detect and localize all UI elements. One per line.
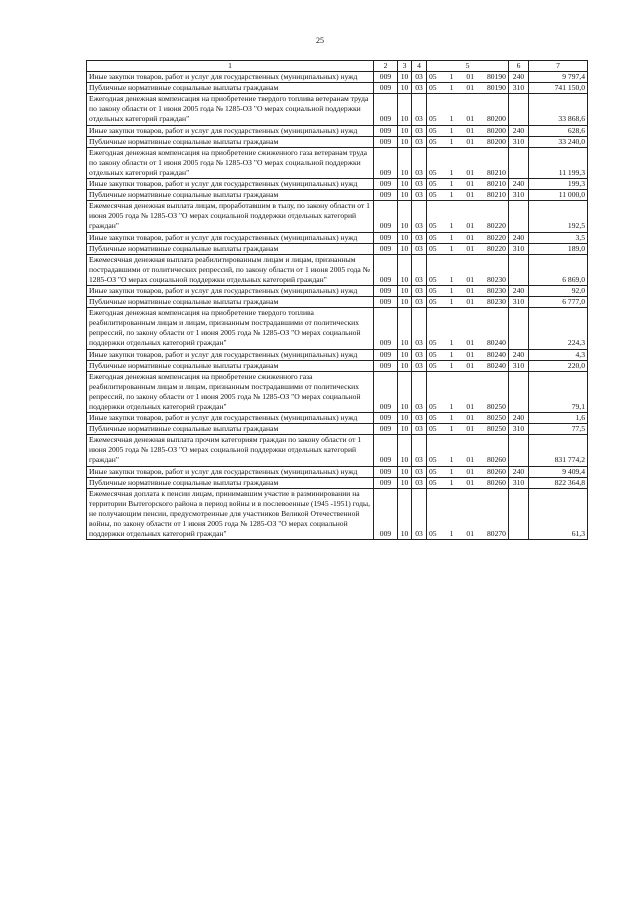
expense-type-code: 310 (509, 190, 529, 201)
table-row (87, 308, 588, 349)
section-code: 10 (398, 190, 412, 201)
target-article-code (427, 83, 509, 94)
target-article-part: 80260 (486, 466, 506, 476)
subsection-code: 03 (412, 477, 427, 488)
target-article-part: 1 (449, 413, 454, 423)
row-name: Ежегодная денежная компенсация на приобретение твердого топлива ветеранам труда по закону области от 1 июня 2005 года № 1285-ОЗ "О мерах социальной поддержки отдельных категорий граждан" (87, 94, 374, 125)
table-row (87, 488, 588, 539)
admin-code: 009 (374, 477, 398, 488)
target-article-part: 05 (429, 413, 437, 423)
target-article-part: 01 (466, 297, 474, 307)
subsection-code: 03 (412, 83, 427, 94)
target-article-part: 80260 (486, 455, 506, 465)
target-article-part: 05 (429, 402, 437, 411)
target-article-part: 1 (449, 529, 454, 539)
admin-code: 009 (374, 190, 398, 201)
row-name: Публичные нормативные социальные выплаты гражданам (87, 190, 374, 201)
amount: 822 364,8 (529, 477, 588, 488)
table-row (87, 477, 588, 488)
expense-type-code: 310 (509, 243, 529, 254)
subsection-code: 03 (412, 94, 427, 125)
column-header: 7 (529, 61, 588, 72)
target-article-part: 05 (429, 125, 437, 135)
amount: 9 409,4 (529, 466, 588, 477)
row-name: Иные закупки товаров, работ и услуг для государственных (муниципальных) нужд (87, 125, 374, 136)
subsection-code: 03 (412, 72, 427, 83)
target-article-part: 05 (429, 243, 437, 253)
row-name: Иные закупки товаров, работ и услуг для государственных (муниципальных) нужд (87, 72, 374, 83)
table-row (87, 190, 588, 201)
target-article-part: 80230 (486, 285, 506, 295)
section-code: 10 (398, 477, 412, 488)
admin-code: 009 (374, 435, 398, 466)
column-header: 1 (87, 61, 374, 72)
row-name: Иные закупки товаров, работ и услуг для государственных (муниципальных) нужд (87, 179, 374, 190)
section-code: 10 (398, 285, 412, 296)
target-article-part: 05 (429, 179, 437, 189)
admin-code: 009 (374, 413, 398, 424)
amount: 741 150,0 (529, 83, 588, 94)
target-article-part: 1 (449, 477, 454, 487)
target-article-part: 05 (429, 466, 437, 476)
target-article-code (427, 488, 509, 539)
expense-type-code: 240 (509, 413, 529, 424)
row-name: Ежемесячная доплата к пенсии лицам, принимавшим участие в разминировании на территории Вытегорского района в период войны и в послевоенные (1945 -1951) годы, не получающим пенсии, предусмотренные для участников Великой Отечественной войны, по закону области от 1 июня 2005 года № 1285-ОЗ "О мерах социальной поддержки отдельных категорий граждан" (87, 488, 374, 539)
expense-type-code: 240 (509, 232, 529, 243)
target-article-part: 01 (466, 349, 474, 359)
row-name: Публичные нормативные социальные выплаты гражданам (87, 477, 374, 488)
table-row (87, 179, 588, 190)
target-article-part: 05 (429, 72, 437, 82)
expense-type-code: 240 (509, 349, 529, 360)
table-row (87, 435, 588, 466)
target-article-part: 1 (449, 349, 454, 359)
section-code: 10 (398, 297, 412, 308)
target-article-part: 05 (429, 232, 437, 242)
expense-type-code (509, 201, 529, 232)
target-article-code (427, 243, 509, 254)
section-code: 10 (398, 83, 412, 94)
row-name: Ежегодная денежная компенсация на приобретение сжиженного газа ветеранам труда по закону области от 1 июня 2005 года № 1285-ОЗ "О мерах социальной поддержки отдельных категорий граждан" (87, 147, 374, 178)
row-name: Публичные нормативные социальные выплаты гражданам (87, 424, 374, 435)
target-article-part: 1 (449, 285, 454, 295)
target-article-part: 1 (449, 114, 454, 124)
target-article-part: 1 (449, 274, 454, 284)
target-article-part: 1 (449, 221, 454, 231)
expense-type-code: 310 (509, 297, 529, 308)
subsection-code: 03 (412, 435, 427, 466)
target-article-code (427, 72, 509, 83)
section-code: 10 (398, 72, 412, 83)
table-row (87, 424, 588, 435)
target-article-part: 1 (449, 167, 454, 177)
admin-code: 009 (374, 179, 398, 190)
expense-type-code: 310 (509, 136, 529, 147)
target-article-code (427, 424, 509, 435)
amount: 189,0 (529, 243, 588, 254)
subsection-code: 03 (412, 371, 427, 412)
row-name: Публичные нормативные социальные выплаты гражданам (87, 360, 374, 371)
table-row (87, 243, 588, 254)
target-article-part: 80220 (486, 232, 506, 242)
admin-code: 009 (374, 125, 398, 136)
target-article-part: 01 (466, 125, 474, 135)
amount: 831 774,2 (529, 435, 588, 466)
target-article-code (427, 190, 509, 201)
target-article-code (427, 125, 509, 136)
target-article-part: 1 (449, 455, 454, 465)
table-row (87, 94, 588, 125)
row-name: Ежегодная денежная компенсация на приобретение сжиженного газа реабилитированным лицам и лицам, признанным пострадавшими от политических репрессий, по закону области от 1 июня 2005 года № 1285-ОЗ "О мерах социальной поддержки отдельных категорий граждан" (87, 371, 374, 412)
amount: 3,5 (529, 232, 588, 243)
target-article-code (427, 94, 509, 125)
target-article-part: 05 (429, 190, 437, 200)
amount: 77,5 (529, 424, 588, 435)
row-name: Иные закупки товаров, работ и услуг для государственных (муниципальных) нужд (87, 232, 374, 243)
expense-type-code: 310 (509, 477, 529, 488)
expense-type-code (509, 488, 529, 539)
column-header: 4 (412, 61, 427, 72)
target-article-code (427, 179, 509, 190)
admin-code: 009 (374, 201, 398, 232)
expense-type-code: 310 (509, 424, 529, 435)
admin-code: 009 (374, 424, 398, 435)
section-code: 10 (398, 254, 412, 285)
row-name: Публичные нормативные социальные выплаты гражданам (87, 83, 374, 94)
table-row (87, 232, 588, 243)
subsection-code: 03 (412, 179, 427, 190)
target-article-part: 01 (466, 402, 474, 411)
amount: 92,0 (529, 285, 588, 296)
row-name: Иные закупки товаров, работ и услуг для государственных (муниципальных) нужд (87, 466, 374, 477)
column-header: 6 (509, 61, 529, 72)
expense-type-code (509, 94, 529, 125)
admin-code: 009 (374, 488, 398, 539)
subsection-code: 03 (412, 308, 427, 349)
target-article-part: 05 (429, 114, 437, 124)
target-article-part: 80250 (486, 402, 506, 411)
target-article-part: 05 (429, 360, 437, 370)
section-code: 10 (398, 136, 412, 147)
target-article-part: 01 (466, 529, 474, 539)
subsection-code: 03 (412, 349, 427, 360)
target-article-part: 01 (466, 190, 474, 200)
amount: 4,3 (529, 349, 588, 360)
target-article-part: 80190 (486, 72, 506, 82)
subsection-code: 03 (412, 488, 427, 539)
column-header: 3 (398, 61, 412, 72)
target-article-part: 1 (449, 360, 454, 370)
subsection-code: 03 (412, 201, 427, 232)
target-article-part: 05 (429, 274, 437, 284)
row-name: Ежемесячная денежная выплата прочим категориям граждан по закону области от 1 июня 2005 года № 1285-ОЗ "О мерах социальной поддержки отдельных категорий граждан" (87, 435, 374, 466)
target-article-code (427, 466, 509, 477)
expense-type-code: 240 (509, 72, 529, 83)
admin-code: 009 (374, 297, 398, 308)
admin-code: 009 (374, 136, 398, 147)
target-article-code (427, 435, 509, 466)
target-article-part: 80240 (486, 360, 506, 370)
admin-code: 009 (374, 349, 398, 360)
target-article-code (427, 371, 509, 412)
target-article-part: 05 (429, 349, 437, 359)
target-article-part: 01 (466, 424, 474, 434)
subsection-code: 03 (412, 136, 427, 147)
admin-code: 009 (374, 83, 398, 94)
target-article-part: 01 (466, 274, 474, 284)
section-code: 10 (398, 179, 412, 190)
target-article-code (427, 254, 509, 285)
amount: 6 777,0 (529, 297, 588, 308)
target-article-part: 80200 (486, 114, 506, 124)
section-code: 10 (398, 243, 412, 254)
target-article-part: 1 (449, 125, 454, 135)
target-article-part: 05 (429, 455, 437, 465)
header-row (87, 61, 588, 72)
target-article-part: 01 (466, 455, 474, 465)
amount: 9 797,4 (529, 72, 588, 83)
admin-code: 009 (374, 371, 398, 412)
table-row (87, 83, 588, 94)
target-article-part: 1 (449, 232, 454, 242)
target-article-part: 80200 (486, 125, 506, 135)
expense-type-code (509, 254, 529, 285)
admin-code: 009 (374, 147, 398, 178)
section-code: 10 (398, 488, 412, 539)
expense-type-code: 310 (509, 360, 529, 371)
target-article-part: 80250 (486, 424, 506, 434)
target-article-part: 1 (449, 243, 454, 253)
table-row (87, 125, 588, 136)
subsection-code: 03 (412, 190, 427, 201)
target-article-part: 01 (466, 232, 474, 242)
table-row (87, 349, 588, 360)
expense-type-code (509, 371, 529, 412)
amount: 79,1 (529, 371, 588, 412)
section-code: 10 (398, 466, 412, 477)
row-name: Иные закупки товаров, работ и услуг для государственных (муниципальных) нужд (87, 413, 374, 424)
target-article-part: 1 (449, 72, 454, 82)
table-row (87, 360, 588, 371)
section-code: 10 (398, 125, 412, 136)
section-code: 10 (398, 371, 412, 412)
subsection-code: 03 (412, 297, 427, 308)
target-article-part: 01 (466, 221, 474, 231)
section-code: 10 (398, 308, 412, 349)
table-row (87, 254, 588, 285)
target-article-part: 80190 (486, 83, 506, 93)
row-name: Иные закупки товаров, работ и услуг для государственных (муниципальных) нужд (87, 349, 374, 360)
amount: 6 869,0 (529, 254, 588, 285)
target-article-part: 01 (466, 72, 474, 82)
table-row (87, 285, 588, 296)
table-row (87, 136, 588, 147)
expense-type-code (509, 147, 529, 178)
admin-code: 009 (374, 466, 398, 477)
amount: 11 000,0 (529, 190, 588, 201)
target-article-part: 05 (429, 221, 437, 231)
target-article-part: 01 (466, 136, 474, 146)
section-code: 10 (398, 413, 412, 424)
target-article-part: 01 (466, 114, 474, 124)
subsection-code: 03 (412, 413, 427, 424)
amount: 199,3 (529, 179, 588, 190)
subsection-code: 03 (412, 125, 427, 136)
page-number: 25 (316, 36, 324, 45)
amount: 220,0 (529, 360, 588, 371)
target-article-part: 01 (466, 167, 474, 177)
target-article-part: 80240 (486, 338, 506, 348)
target-article-code (427, 285, 509, 296)
subsection-code: 03 (412, 147, 427, 178)
target-article-part: 1 (449, 402, 454, 411)
table-row (87, 297, 588, 308)
target-article-part: 01 (466, 285, 474, 295)
target-article-part: 1 (449, 136, 454, 146)
row-name: Публичные нормативные социальные выплаты гражданам (87, 136, 374, 147)
target-article-part: 80240 (486, 349, 506, 359)
target-article-part: 80200 (486, 136, 506, 146)
target-article-code (427, 232, 509, 243)
target-article-part: 01 (466, 338, 474, 348)
target-article-part: 05 (429, 83, 437, 93)
expense-type-code: 310 (509, 83, 529, 94)
table-row (87, 466, 588, 477)
target-article-part: 80220 (486, 243, 506, 253)
section-code: 10 (398, 147, 412, 178)
subsection-code: 03 (412, 243, 427, 254)
amount: 1,6 (529, 413, 588, 424)
target-article-part: 1 (449, 297, 454, 307)
target-article-part: 05 (429, 167, 437, 177)
target-article-part: 80210 (486, 190, 506, 200)
admin-code: 009 (374, 360, 398, 371)
section-code: 10 (398, 232, 412, 243)
target-article-code (427, 297, 509, 308)
target-article-code (427, 360, 509, 371)
subsection-code: 03 (412, 254, 427, 285)
target-article-code (427, 413, 509, 424)
target-article-part: 01 (466, 243, 474, 253)
amount: 61,3 (529, 488, 588, 539)
target-article-part: 80230 (486, 274, 506, 284)
table-row (87, 147, 588, 178)
target-article-part: 1 (449, 424, 454, 434)
subsection-code: 03 (412, 285, 427, 296)
amount: 628,6 (529, 125, 588, 136)
target-article-part: 05 (429, 297, 437, 307)
table-row (87, 201, 588, 232)
admin-code: 009 (374, 285, 398, 296)
target-article-part: 80220 (486, 221, 506, 231)
row-name: Публичные нормативные социальные выплаты гражданам (87, 243, 374, 254)
expense-type-code: 240 (509, 179, 529, 190)
section-code: 10 (398, 201, 412, 232)
expense-type-code: 240 (509, 285, 529, 296)
section-code: 10 (398, 94, 412, 125)
target-article-part: 01 (466, 413, 474, 423)
target-article-part: 80270 (486, 529, 506, 539)
expense-type-code (509, 308, 529, 349)
target-article-part: 1 (449, 338, 454, 348)
column-header: 5 (427, 61, 509, 72)
target-article-part: 01 (466, 466, 474, 476)
admin-code: 009 (374, 232, 398, 243)
target-article-part: 05 (429, 136, 437, 146)
target-article-part: 05 (429, 477, 437, 487)
target-article-part: 80250 (486, 413, 506, 423)
target-article-part: 05 (429, 285, 437, 295)
table-row (87, 371, 588, 412)
target-article-part: 80230 (486, 297, 506, 307)
target-article-part: 1 (449, 190, 454, 200)
amount: 224,3 (529, 308, 588, 349)
table-row (87, 72, 588, 83)
target-article-part: 01 (466, 83, 474, 93)
target-article-part: 80210 (486, 179, 506, 189)
subsection-code: 03 (412, 424, 427, 435)
expense-type-code: 240 (509, 125, 529, 136)
row-name: Ежемесячная денежная выплата лицам, проработавшим в тылу, по закону области от 1 июня 2005 года № 1285-ОЗ "О мерах социальной поддержки отдельных категорий граждан" (87, 201, 374, 232)
target-article-code (427, 147, 509, 178)
table-row (87, 413, 588, 424)
target-article-code (427, 201, 509, 232)
expense-type-code: 240 (509, 466, 529, 477)
target-article-code (427, 308, 509, 349)
target-article-code (427, 136, 509, 147)
admin-code: 009 (374, 254, 398, 285)
target-article-part: 05 (429, 529, 437, 539)
subsection-code: 03 (412, 360, 427, 371)
amount: 33 240,0 (529, 136, 588, 147)
target-article-part: 05 (429, 424, 437, 434)
target-article-code (427, 349, 509, 360)
amount: 33 868,6 (529, 94, 588, 125)
target-article-part: 1 (449, 466, 454, 476)
target-article-part: 1 (449, 179, 454, 189)
section-code: 10 (398, 424, 412, 435)
admin-code: 009 (374, 72, 398, 83)
target-article-part: 1 (449, 83, 454, 93)
subsection-code: 03 (412, 232, 427, 243)
row-name: Иные закупки товаров, работ и услуг для государственных (муниципальных) нужд (87, 285, 374, 296)
row-name: Ежегодная денежная компенсация на приобретение твердого топлива реабилитированным лицам и лицам, признанным пострадавшими от политических репрессий, по закону области от 1 июня 2005 года № 1285-ОЗ "О мерах социальной поддержки отдельных категорий граждан" (87, 308, 374, 349)
subsection-code: 03 (412, 466, 427, 477)
section-code: 10 (398, 435, 412, 466)
target-article-code (427, 477, 509, 488)
target-article-part: 01 (466, 179, 474, 189)
target-article-part: 01 (466, 360, 474, 370)
target-article-part: 01 (466, 477, 474, 487)
target-article-part: 05 (429, 338, 437, 348)
row-name: Ежемесячная денежная выплата реабилитированным лицам и лицам, признанным пострадавшими от политических репрессий, по закону области от 1 июня 2005 года № 1285-ОЗ "О мерах социальной поддержки отдельных категорий граждан" (87, 254, 374, 285)
section-code: 10 (398, 349, 412, 360)
admin-code: 009 (374, 308, 398, 349)
admin-code: 009 (374, 243, 398, 254)
admin-code: 009 (374, 94, 398, 125)
column-header: 2 (374, 61, 398, 72)
expense-type-code (509, 435, 529, 466)
budget-table (86, 60, 588, 540)
amount: 192,5 (529, 201, 588, 232)
amount: 11 199,3 (529, 147, 588, 178)
target-article-part: 80260 (486, 477, 506, 487)
section-code: 10 (398, 360, 412, 371)
row-name: Публичные нормативные социальные выплаты гражданам (87, 297, 374, 308)
target-article-part: 80210 (486, 167, 506, 177)
